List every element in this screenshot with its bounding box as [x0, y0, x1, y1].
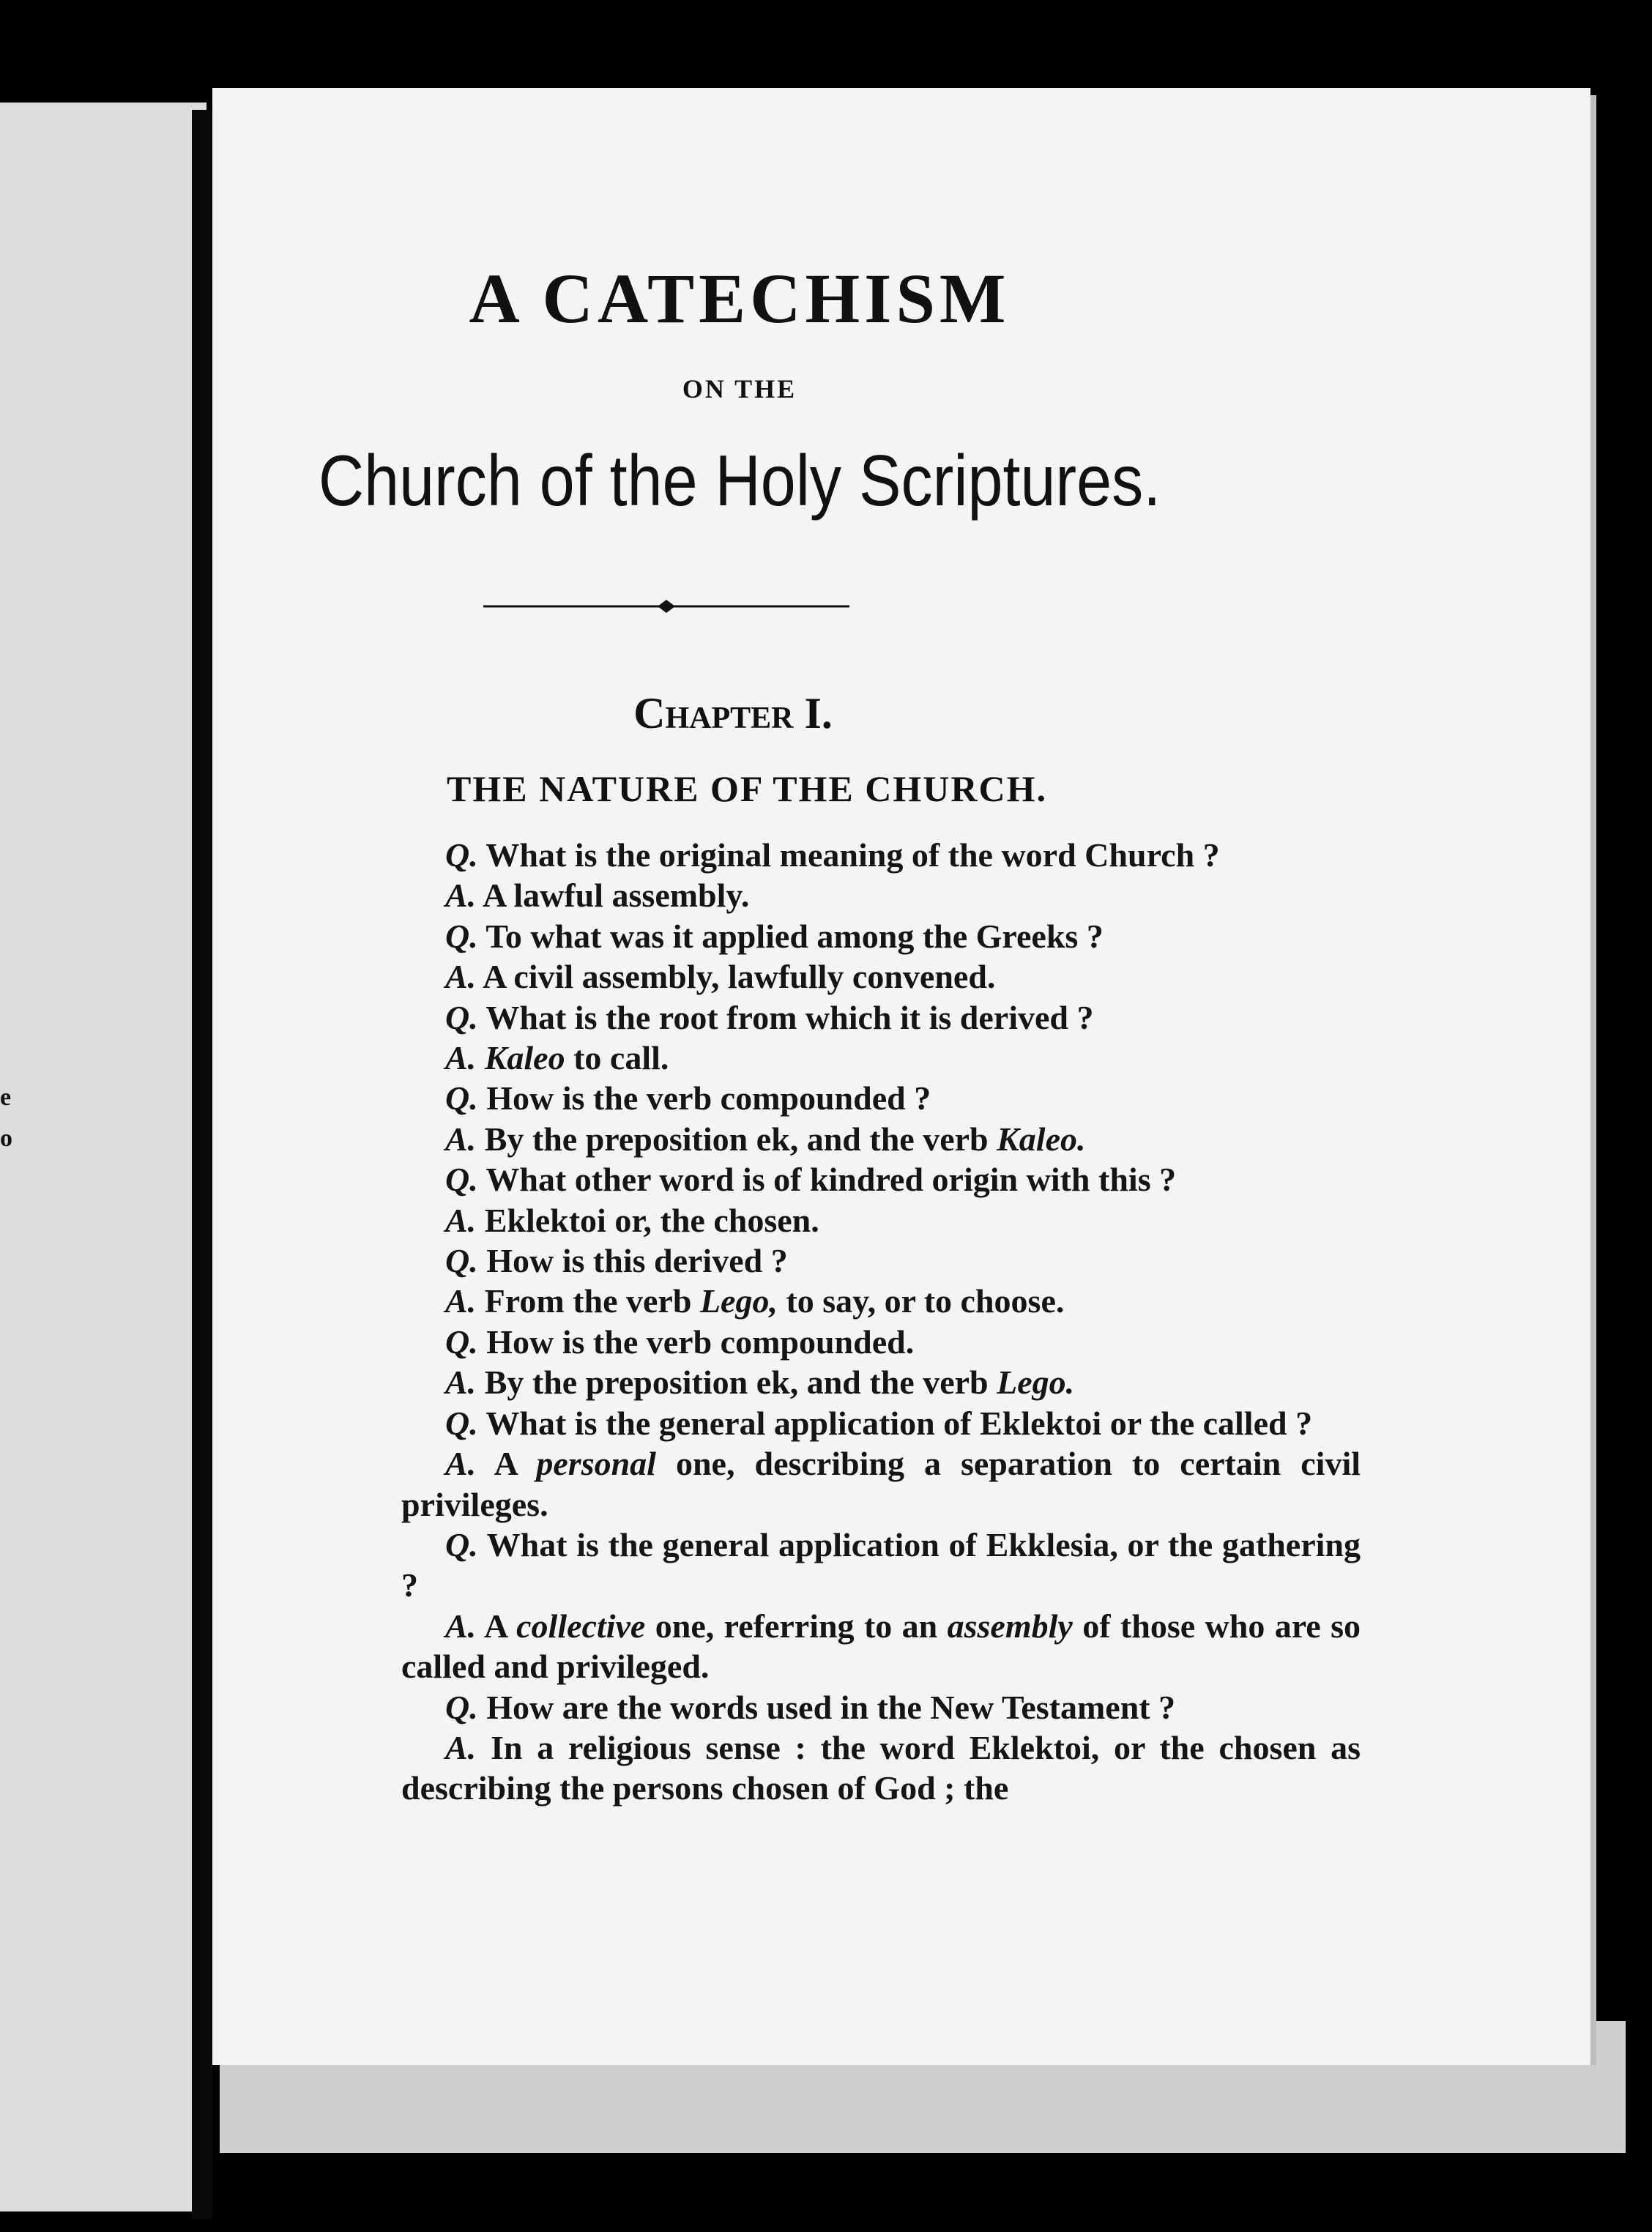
italic-term: Lego,	[699, 1282, 778, 1320]
italic-term: personal	[536, 1445, 656, 1483]
answer-paragraph	[401, 1281, 1361, 1321]
answer-paragraph	[401, 1119, 1361, 1159]
qa-text: In a religious sense : the word Eklektoi, or the chosen as describing the persons chosen of God ; the	[401, 1728, 1361, 1807]
qa-label: Q.	[445, 1242, 478, 1280]
qa-label: Q.	[445, 1079, 478, 1117]
book-spine	[192, 110, 212, 2219]
answer-paragraph	[401, 1606, 1361, 1687]
qa-text: By the preposition ek, and the verb	[484, 1364, 997, 1402]
qa-label: Q.	[445, 1525, 478, 1563]
answer-paragraph	[401, 956, 1361, 997]
answer-paragraph	[401, 875, 1361, 915]
question-paragraph	[401, 1240, 1361, 1281]
title-connector: ON THE	[682, 374, 797, 403]
qa-label: A.	[445, 1607, 477, 1645]
qa-label: A.	[445, 1201, 477, 1239]
page-title: A CATECHISM	[469, 259, 1011, 338]
italic-term: Kaleo	[484, 1039, 565, 1077]
question-paragraph	[401, 835, 1361, 875]
chapter-heading	[0, 688, 1378, 739]
facing-page-letter: o	[0, 1125, 12, 1152]
title-rule-ornament	[483, 595, 849, 617]
qa-label: A.	[445, 1120, 477, 1158]
catechism-text	[401, 835, 1361, 1809]
qa-text: Eklektoi or, the chosen.	[484, 1201, 819, 1239]
qa-text: A	[484, 1607, 517, 1645]
chapter-number: I.	[804, 689, 833, 737]
qa-text: How is this derived ?	[486, 1242, 788, 1280]
question-paragraph	[401, 916, 1361, 956]
question-paragraph	[401, 997, 1361, 1038]
question-paragraph	[401, 1687, 1361, 1727]
qa-text: What is the general application of Eklektoi or the called ?	[485, 1404, 1313, 1442]
facing-page	[0, 103, 206, 2211]
qa-text: To what was it applied among the Greeks ?	[485, 917, 1104, 955]
qa-label: A.	[445, 1282, 477, 1320]
question-paragraph	[401, 1525, 1361, 1606]
page-subtitle: Church of the Holy Scriptures.	[318, 440, 1161, 521]
qa-text: of those who are so called and privileged.	[401, 1607, 1361, 1686]
qa-text: to call.	[565, 1039, 669, 1077]
answer-paragraph	[401, 1727, 1361, 1809]
qa-label: A.	[445, 1445, 477, 1483]
qa-text: What is the root from which it is derived ?	[485, 998, 1094, 1036]
qa-text: How is the verb compounded ?	[486, 1079, 931, 1117]
italic-term: Kaleo.	[997, 1120, 1086, 1158]
qa-text: By the preposition ek, and the verb	[484, 1120, 997, 1158]
qa-text: What other word is of kindred origin with this ?	[485, 1161, 1177, 1199]
question-paragraph	[401, 1078, 1361, 1118]
answer-paragraph	[401, 1200, 1361, 1240]
italic-term: collective	[516, 1607, 646, 1645]
qa-text: How is the verb compounded.	[486, 1323, 915, 1361]
qa-label: Q.	[445, 836, 478, 874]
facing-page-letter: e	[0, 1084, 12, 1111]
answer-paragraph	[401, 1443, 1361, 1525]
qa-text: What is the original meaning of the word Church ?	[485, 836, 1220, 874]
qa-text: How are the words used in the New Testament ?	[486, 1688, 1176, 1726]
qa-text: one, describing a separation to certain civil privileges.	[401, 1445, 1361, 1523]
qa-text: What is the general application of Ekklesia, or the gathering ?	[401, 1525, 1361, 1604]
qa-label: A.	[445, 958, 477, 996]
qa-label: A.	[445, 877, 477, 915]
chapter-word: Chapter	[633, 689, 794, 737]
qa-label: A.	[445, 1364, 477, 1402]
qa-text: A lawful assembly.	[483, 877, 750, 915]
answer-paragraph	[401, 1362, 1361, 1402]
section-title: THE NATURE OF THE CHURCH.	[447, 768, 1047, 809]
question-paragraph	[401, 1403, 1361, 1443]
qa-text: one, referring to an	[645, 1607, 948, 1645]
qa-text: A civil assembly, lawfully convened.	[483, 958, 996, 996]
qa-label: Q.	[445, 917, 478, 955]
italic-term: assembly	[947, 1607, 1073, 1645]
answer-paragraph	[401, 1038, 1361, 1078]
qa-label: A.	[445, 1728, 477, 1766]
question-paragraph	[401, 1322, 1361, 1362]
question-paragraph	[401, 1159, 1361, 1199]
qa-label: A.	[445, 1039, 477, 1077]
qa-label: Q.	[445, 998, 478, 1036]
qa-label: Q.	[445, 1323, 478, 1361]
qa-text: From the verb	[484, 1282, 700, 1320]
italic-term: Lego.	[997, 1364, 1075, 1402]
qa-text: A	[494, 1445, 537, 1483]
qa-text: to say, or to choose.	[777, 1282, 1065, 1320]
qa-label: Q.	[445, 1688, 478, 1726]
qa-label: Q.	[445, 1161, 478, 1199]
qa-label: Q.	[445, 1404, 478, 1442]
